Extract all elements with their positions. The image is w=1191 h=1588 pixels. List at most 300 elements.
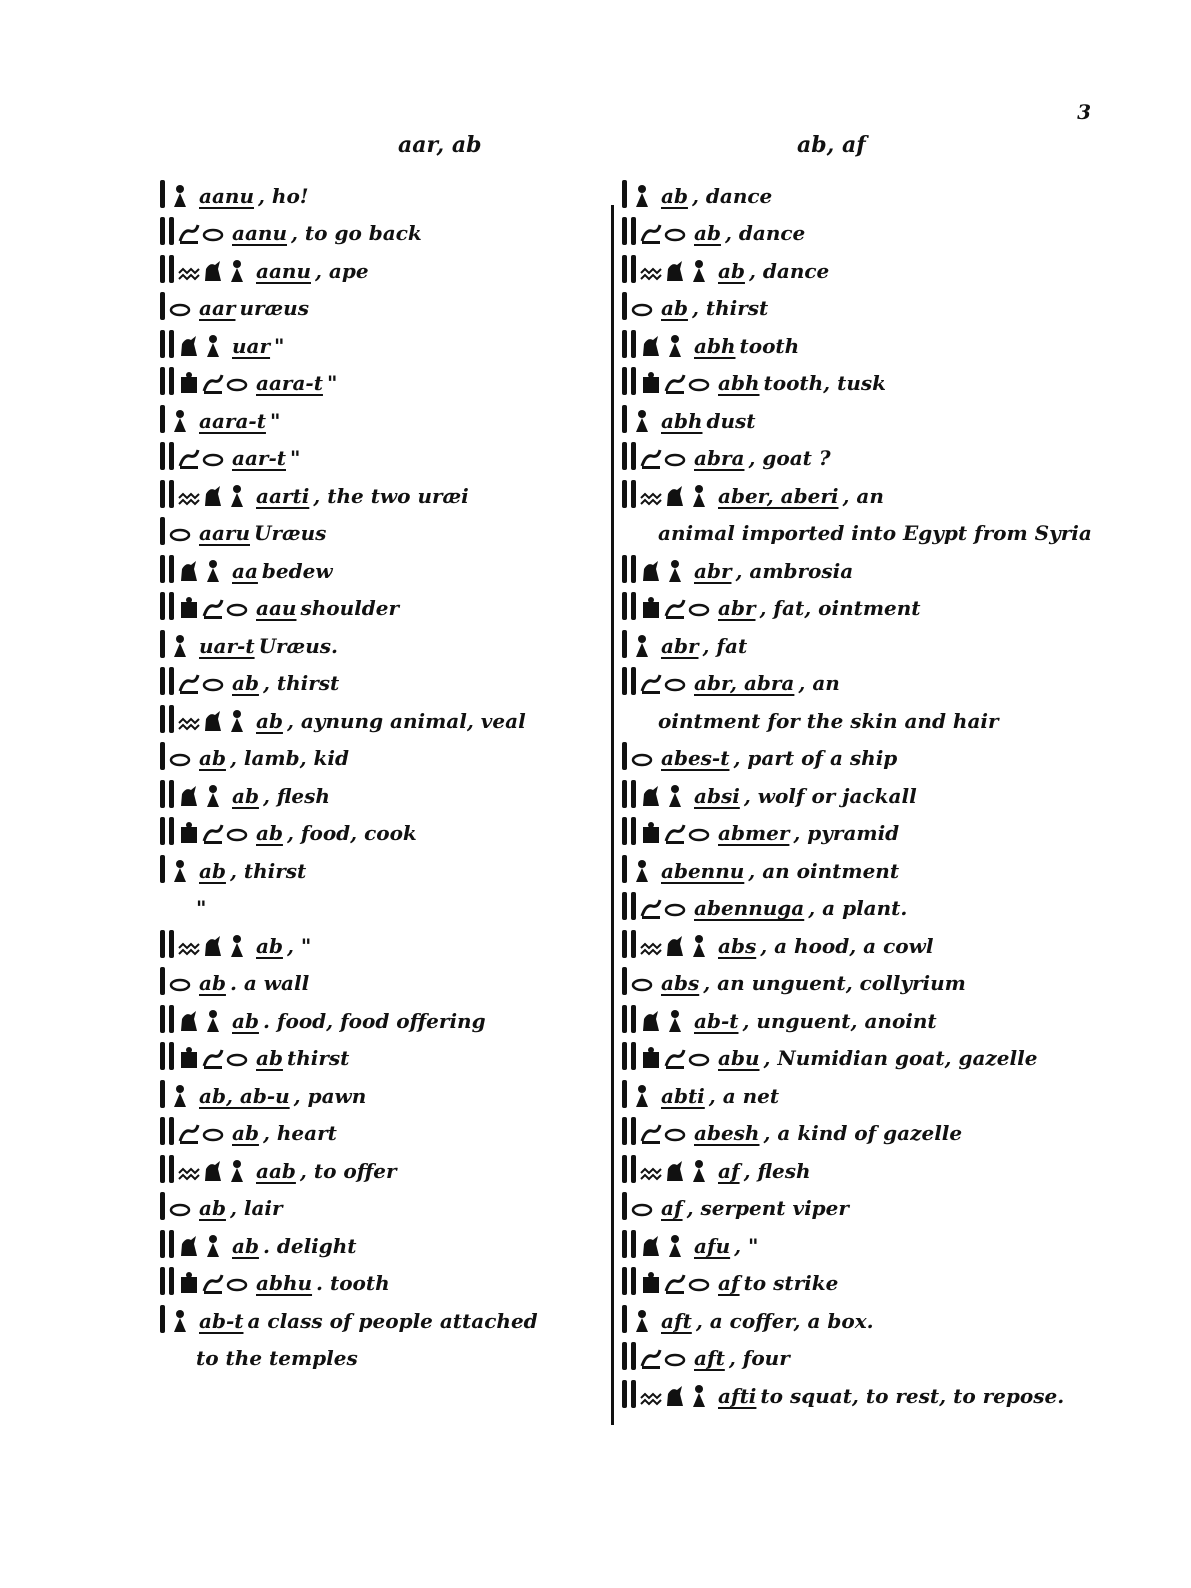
hieroglyph-icon bbox=[178, 934, 200, 958]
hieroglyph-icon bbox=[202, 1234, 224, 1258]
hieroglyph-icon bbox=[640, 821, 662, 845]
left-entry bbox=[160, 208, 608, 246]
reed-leaf-icon bbox=[622, 1380, 627, 1408]
gloss: , unguent, anoint bbox=[742, 1008, 937, 1033]
hieroglyph-icon bbox=[664, 596, 686, 620]
gloss: to strike bbox=[743, 1271, 839, 1295]
reed-leaf-icon bbox=[622, 217, 627, 245]
reed-leaf-icon bbox=[169, 930, 174, 958]
hieroglyph-icon bbox=[640, 1009, 662, 1033]
reed-leaf-icon bbox=[169, 480, 174, 508]
right-entry bbox=[622, 883, 1090, 921]
hieroglyph-icon bbox=[169, 1196, 191, 1220]
hieroglyph-icon bbox=[178, 1271, 200, 1295]
right-entry bbox=[622, 358, 1090, 396]
hieroglyph-icon bbox=[169, 1309, 191, 1333]
transliteration: aft bbox=[694, 1346, 725, 1370]
gloss: uræus bbox=[239, 296, 309, 320]
gloss: , the two uræi bbox=[313, 483, 469, 508]
gloss: , Numidian goat, gazelle bbox=[763, 1046, 1038, 1070]
hieroglyph-icon bbox=[631, 1196, 653, 1220]
gloss: , flesh bbox=[262, 783, 330, 808]
transliteration: abra bbox=[694, 446, 745, 470]
hieroglyph-icon bbox=[202, 371, 224, 395]
hieroglyph-icon bbox=[169, 184, 191, 208]
hieroglyph-group-icon bbox=[160, 292, 191, 320]
reed-leaf-icon bbox=[160, 742, 165, 770]
transliteration: aft bbox=[661, 1308, 692, 1333]
hieroglyph-group-icon bbox=[160, 405, 191, 433]
right-entry bbox=[622, 1108, 1090, 1146]
hieroglyph-icon bbox=[178, 709, 200, 733]
transliteration: uar-t bbox=[199, 633, 255, 658]
hieroglyph-icon bbox=[631, 971, 653, 995]
reed-leaf-icon bbox=[169, 1005, 174, 1033]
reed-leaf-icon bbox=[169, 817, 174, 845]
reed-leaf-icon bbox=[631, 1267, 636, 1295]
right-column bbox=[622, 170, 1090, 1408]
hieroglyph-group-icon bbox=[160, 555, 224, 583]
hieroglyph-group-icon bbox=[622, 1267, 710, 1295]
transliteration: ab bbox=[694, 221, 721, 245]
transliteration: ab bbox=[661, 296, 688, 320]
reed-leaf-icon bbox=[160, 1230, 165, 1258]
gloss: dust bbox=[706, 408, 756, 433]
left-entry bbox=[160, 1145, 608, 1183]
transliteration: abes-t bbox=[661, 746, 730, 770]
gloss: . delight bbox=[262, 1233, 357, 1258]
reed-leaf-icon bbox=[622, 780, 627, 808]
hieroglyph-group-icon bbox=[160, 517, 191, 545]
gloss: , a hood, a cowl bbox=[760, 933, 934, 958]
hieroglyph-group-icon bbox=[160, 817, 248, 845]
column-divider bbox=[611, 205, 614, 1425]
hieroglyph-group-icon bbox=[622, 555, 686, 583]
hieroglyph-icon bbox=[178, 1009, 200, 1033]
hieroglyph-icon bbox=[688, 259, 710, 283]
hieroglyph-group-icon bbox=[622, 817, 710, 845]
reed-leaf-icon bbox=[622, 592, 627, 620]
reed-leaf-icon bbox=[631, 892, 636, 920]
hieroglyph-icon bbox=[664, 259, 686, 283]
hieroglyph-group-icon bbox=[622, 330, 686, 358]
hieroglyph-group-icon bbox=[622, 1042, 710, 1070]
transliteration: abr bbox=[661, 633, 699, 658]
left-entry bbox=[160, 583, 608, 621]
gloss: , four bbox=[728, 1346, 790, 1370]
right-entry bbox=[622, 920, 1090, 958]
gloss: , ape bbox=[315, 258, 369, 283]
gloss: , a coffer, a box. bbox=[695, 1308, 874, 1333]
hieroglyph-group-icon bbox=[622, 442, 686, 470]
hieroglyph-icon bbox=[631, 184, 653, 208]
transliteration: ab bbox=[661, 183, 688, 208]
hieroglyph-icon bbox=[202, 1046, 224, 1070]
hieroglyph-icon bbox=[202, 934, 224, 958]
transliteration: af bbox=[718, 1271, 740, 1295]
transliteration: ab-t bbox=[694, 1008, 739, 1033]
gloss: , aynung animal, veal bbox=[286, 708, 526, 733]
reed-leaf-icon bbox=[169, 667, 174, 695]
hieroglyph-group-icon bbox=[622, 1117, 686, 1145]
hieroglyph-icon bbox=[664, 1159, 686, 1183]
left-entry bbox=[160, 508, 608, 546]
transliteration: aa bbox=[232, 558, 258, 583]
reed-leaf-icon bbox=[622, 1342, 627, 1370]
hieroglyph-icon bbox=[169, 971, 191, 995]
reed-leaf-icon bbox=[160, 217, 165, 245]
gloss: , to offer bbox=[299, 1158, 397, 1183]
gloss: , food, cook bbox=[286, 821, 417, 845]
right-entry bbox=[622, 695, 1090, 733]
reed-leaf-icon bbox=[631, 367, 636, 395]
reed-leaf-icon bbox=[622, 480, 627, 508]
reed-leaf-icon bbox=[160, 630, 165, 658]
hieroglyph-group-icon bbox=[160, 967, 191, 995]
right-entry bbox=[622, 958, 1090, 996]
hieroglyph-icon bbox=[631, 296, 653, 320]
hieroglyph-icon bbox=[226, 1159, 248, 1183]
hieroglyph-icon bbox=[640, 896, 662, 920]
reed-leaf-icon bbox=[169, 1155, 174, 1183]
left-entry bbox=[160, 658, 608, 696]
reed-leaf-icon bbox=[631, 480, 636, 508]
gloss: , fat, ointment bbox=[759, 596, 921, 620]
transliteration: absi bbox=[694, 783, 740, 808]
left-column bbox=[160, 170, 608, 1370]
transliteration: abr, abra bbox=[694, 671, 795, 695]
gloss: Uræus bbox=[254, 521, 327, 545]
left-entry bbox=[160, 883, 608, 921]
left-entry bbox=[160, 1333, 608, 1371]
right-entry bbox=[622, 320, 1090, 358]
reed-leaf-icon bbox=[622, 1080, 627, 1108]
hieroglyph-icon bbox=[202, 259, 224, 283]
hieroglyph-icon bbox=[664, 784, 686, 808]
reed-leaf-icon bbox=[169, 1117, 174, 1145]
reed-leaf-icon bbox=[160, 1042, 165, 1070]
reed-leaf-icon bbox=[631, 217, 636, 245]
hieroglyph-icon bbox=[226, 1046, 248, 1070]
reed-leaf-icon bbox=[622, 855, 627, 883]
gloss: . food, food offering bbox=[262, 1008, 486, 1033]
transliteration: abh bbox=[694, 333, 736, 358]
gloss: , pawn bbox=[293, 1083, 367, 1108]
hieroglyph-group-icon bbox=[160, 1192, 191, 1220]
hieroglyph-icon bbox=[640, 1121, 662, 1145]
hieroglyph-group-icon bbox=[622, 780, 686, 808]
hieroglyph-icon bbox=[640, 259, 662, 283]
hieroglyph-group-icon bbox=[160, 742, 191, 770]
hieroglyph-icon bbox=[169, 409, 191, 433]
reed-leaf-icon bbox=[631, 555, 636, 583]
hieroglyph-icon bbox=[664, 1046, 686, 1070]
transliteration: abr bbox=[718, 596, 756, 620]
right-entry bbox=[622, 1070, 1090, 1108]
hieroglyph-icon bbox=[664, 371, 686, 395]
right-entry bbox=[622, 395, 1090, 433]
hieroglyph-icon bbox=[226, 259, 248, 283]
reed-leaf-icon bbox=[622, 1305, 627, 1333]
transliteration: ab bbox=[256, 708, 283, 733]
reed-leaf-icon bbox=[622, 930, 627, 958]
transliteration: abennu bbox=[661, 858, 745, 883]
transliteration: aar bbox=[199, 296, 236, 320]
hieroglyph-group-icon bbox=[622, 1342, 686, 1370]
reed-leaf-icon bbox=[622, 1117, 627, 1145]
reed-leaf-icon bbox=[160, 180, 165, 208]
transliteration: aaru bbox=[199, 521, 250, 545]
transliteration: ab bbox=[232, 671, 259, 695]
transliteration: aab bbox=[256, 1158, 296, 1183]
transliteration: aara-t bbox=[199, 408, 266, 433]
transliteration: ab bbox=[256, 1046, 283, 1070]
reed-leaf-icon bbox=[631, 667, 636, 695]
hieroglyph-icon bbox=[178, 596, 200, 620]
reed-leaf-icon bbox=[160, 1305, 165, 1333]
hieroglyph-group-icon bbox=[160, 180, 191, 208]
right-entry bbox=[622, 845, 1090, 883]
right-entry bbox=[622, 170, 1090, 208]
reed-leaf-icon bbox=[160, 555, 165, 583]
reed-leaf-icon bbox=[631, 1342, 636, 1370]
hieroglyph-group-icon bbox=[622, 255, 710, 283]
gloss: , ho! bbox=[258, 183, 309, 208]
hieroglyph-group-icon bbox=[622, 630, 653, 658]
gloss: bedew bbox=[261, 558, 333, 583]
gloss: , an bbox=[842, 483, 884, 508]
hieroglyph-icon bbox=[664, 559, 686, 583]
reed-leaf-icon bbox=[169, 555, 174, 583]
reed-leaf-icon bbox=[160, 292, 165, 320]
hieroglyph-group-icon bbox=[160, 1080, 191, 1108]
hieroglyph-icon bbox=[631, 1084, 653, 1108]
gloss: " bbox=[326, 371, 338, 395]
hieroglyph-icon bbox=[664, 1009, 686, 1033]
left-entry bbox=[160, 770, 608, 808]
hieroglyph-icon bbox=[202, 671, 224, 695]
hieroglyph-icon bbox=[640, 1271, 662, 1295]
hieroglyph-icon bbox=[178, 821, 200, 845]
hieroglyph-icon bbox=[640, 1159, 662, 1183]
gloss: to squat, to rest, to repose. bbox=[760, 1383, 1065, 1408]
gloss: , flesh bbox=[743, 1158, 811, 1183]
hieroglyph-icon bbox=[202, 1009, 224, 1033]
hieroglyph-group-icon bbox=[622, 405, 653, 433]
hieroglyph-group-icon bbox=[622, 1305, 653, 1333]
reed-leaf-icon bbox=[631, 1005, 636, 1033]
gloss: , to go back bbox=[291, 221, 422, 245]
right-entry bbox=[622, 283, 1090, 321]
left-entry bbox=[160, 845, 608, 883]
transliteration: ab bbox=[232, 1121, 259, 1145]
gloss: a class of people attached bbox=[247, 1308, 538, 1333]
hieroglyph-icon bbox=[688, 1271, 710, 1295]
left-column-header: aar, ab bbox=[398, 132, 482, 158]
gloss: , a kind of gazelle bbox=[763, 1121, 963, 1145]
hieroglyph-icon bbox=[640, 334, 662, 358]
transliteration: aanu bbox=[256, 258, 311, 283]
transliteration: aber, aberi bbox=[718, 483, 839, 508]
left-entry bbox=[160, 808, 608, 846]
reed-leaf-icon bbox=[160, 1155, 165, 1183]
reed-leaf-icon bbox=[622, 255, 627, 283]
left-entry bbox=[160, 1258, 608, 1296]
left-entry bbox=[160, 995, 608, 1033]
hieroglyph-group-icon bbox=[160, 630, 191, 658]
hieroglyph-icon bbox=[664, 1121, 686, 1145]
hieroglyph-group-icon bbox=[622, 1155, 710, 1183]
hieroglyph-group-icon bbox=[622, 930, 710, 958]
hieroglyph-icon bbox=[664, 821, 686, 845]
gloss: , dance bbox=[748, 258, 830, 283]
hieroglyph-group-icon bbox=[160, 930, 248, 958]
hieroglyph-group-icon bbox=[160, 705, 248, 733]
reed-leaf-icon bbox=[169, 217, 174, 245]
transliteration: ab bbox=[199, 1196, 226, 1220]
reed-leaf-icon bbox=[160, 780, 165, 808]
hieroglyph-group-icon bbox=[160, 1117, 224, 1145]
gloss: , pyramid bbox=[793, 821, 900, 845]
left-entry bbox=[160, 245, 608, 283]
transliteration: abr bbox=[694, 558, 732, 583]
hieroglyph-icon bbox=[631, 634, 653, 658]
hieroglyph-icon bbox=[688, 484, 710, 508]
reed-leaf-icon bbox=[622, 1042, 627, 1070]
hieroglyph-icon bbox=[202, 596, 224, 620]
hieroglyph-icon bbox=[202, 446, 224, 470]
transliteration: aanu bbox=[199, 183, 254, 208]
left-entry bbox=[160, 170, 608, 208]
hieroglyph-icon bbox=[631, 746, 653, 770]
hieroglyph-group-icon bbox=[622, 292, 653, 320]
reed-leaf-icon bbox=[631, 442, 636, 470]
hieroglyph-icon bbox=[631, 859, 653, 883]
hieroglyph-group-icon bbox=[160, 592, 248, 620]
hieroglyph-group-icon bbox=[622, 855, 653, 883]
gloss: , a plant. bbox=[808, 896, 908, 920]
hieroglyph-icon bbox=[202, 1271, 224, 1295]
left-entry bbox=[160, 958, 608, 996]
left-entry bbox=[160, 395, 608, 433]
hieroglyph-icon bbox=[202, 784, 224, 808]
hieroglyph-icon bbox=[640, 371, 662, 395]
gloss: , wolf or jackall bbox=[743, 783, 917, 808]
transliteration: uar bbox=[232, 333, 271, 358]
hieroglyph-group-icon bbox=[160, 367, 248, 395]
hieroglyph-group-icon bbox=[622, 1005, 686, 1033]
reed-leaf-icon bbox=[622, 330, 627, 358]
hieroglyph-icon bbox=[202, 334, 224, 358]
transliteration: af bbox=[661, 1196, 683, 1220]
gloss-continuation: animal imported into Egypt from Syria bbox=[658, 521, 1092, 545]
reed-leaf-icon bbox=[160, 480, 165, 508]
hieroglyph-icon bbox=[640, 559, 662, 583]
transliteration: abu bbox=[718, 1046, 760, 1070]
reed-leaf-icon bbox=[169, 1230, 174, 1258]
gloss: , thirst bbox=[691, 296, 769, 320]
gloss: , thirst bbox=[262, 671, 340, 695]
reed-leaf-icon bbox=[160, 405, 165, 433]
hieroglyph-group-icon bbox=[160, 1267, 248, 1295]
hieroglyph-icon bbox=[226, 934, 248, 958]
left-entry bbox=[160, 1183, 608, 1221]
reed-leaf-icon bbox=[622, 1192, 627, 1220]
hieroglyph-icon bbox=[178, 259, 200, 283]
hieroglyph-icon bbox=[169, 296, 191, 320]
hieroglyph-icon bbox=[688, 596, 710, 620]
hieroglyph-group-icon bbox=[160, 442, 224, 470]
transliteration: abmer bbox=[718, 821, 790, 845]
hieroglyph-icon bbox=[640, 1046, 662, 1070]
right-entry bbox=[622, 470, 1090, 508]
left-entry bbox=[160, 358, 608, 396]
gloss: , goat ? bbox=[748, 446, 831, 470]
hieroglyph-icon bbox=[640, 1384, 662, 1408]
reed-leaf-icon bbox=[622, 630, 627, 658]
hieroglyph-group-icon bbox=[622, 667, 686, 695]
reed-leaf-icon bbox=[622, 817, 627, 845]
right-entry bbox=[622, 1145, 1090, 1183]
right-column-header: ab, af bbox=[797, 132, 866, 158]
hieroglyph-icon bbox=[664, 221, 686, 245]
reed-leaf-icon bbox=[622, 180, 627, 208]
hieroglyph-icon bbox=[169, 746, 191, 770]
hieroglyph-group-icon bbox=[160, 1042, 248, 1070]
reed-leaf-icon bbox=[622, 442, 627, 470]
left-entry bbox=[160, 1108, 608, 1146]
hieroglyph-icon bbox=[664, 334, 686, 358]
left-entry bbox=[160, 320, 608, 358]
hieroglyph-icon bbox=[688, 1159, 710, 1183]
hieroglyph-icon bbox=[664, 671, 686, 695]
right-entry bbox=[622, 433, 1090, 471]
reed-leaf-icon bbox=[622, 367, 627, 395]
reed-leaf-icon bbox=[622, 892, 627, 920]
transliteration: ab bbox=[199, 858, 226, 883]
gloss: , part of a ship bbox=[733, 746, 898, 770]
gloss: shoulder bbox=[300, 596, 399, 620]
left-entry bbox=[160, 1033, 608, 1071]
transliteration: abesh bbox=[694, 1121, 760, 1145]
hieroglyph-group-icon bbox=[160, 780, 224, 808]
hieroglyph-icon bbox=[178, 784, 200, 808]
reed-leaf-icon bbox=[631, 255, 636, 283]
right-entry bbox=[622, 770, 1090, 808]
reed-leaf-icon bbox=[622, 405, 627, 433]
right-entry bbox=[622, 620, 1090, 658]
transliteration: abs bbox=[718, 933, 757, 958]
right-entry bbox=[622, 1183, 1090, 1221]
hieroglyph-icon bbox=[178, 1046, 200, 1070]
hieroglyph-group-icon bbox=[622, 217, 686, 245]
hieroglyph-icon bbox=[640, 221, 662, 245]
gloss: " bbox=[269, 408, 281, 433]
gloss: , ambrosia bbox=[735, 558, 854, 583]
transliteration: abs bbox=[661, 971, 700, 995]
gloss: , an unguent, collyrium bbox=[703, 971, 966, 995]
hieroglyph-icon bbox=[640, 934, 662, 958]
left-entry bbox=[160, 620, 608, 658]
reed-leaf-icon bbox=[631, 592, 636, 620]
gloss: , " bbox=[286, 933, 312, 958]
reed-leaf-icon bbox=[160, 1267, 165, 1295]
transliteration: ab bbox=[199, 746, 226, 770]
hieroglyph-group-icon bbox=[160, 255, 248, 283]
hieroglyph-icon bbox=[631, 409, 653, 433]
hieroglyph-icon bbox=[169, 1084, 191, 1108]
transliteration: ab bbox=[232, 1233, 259, 1258]
